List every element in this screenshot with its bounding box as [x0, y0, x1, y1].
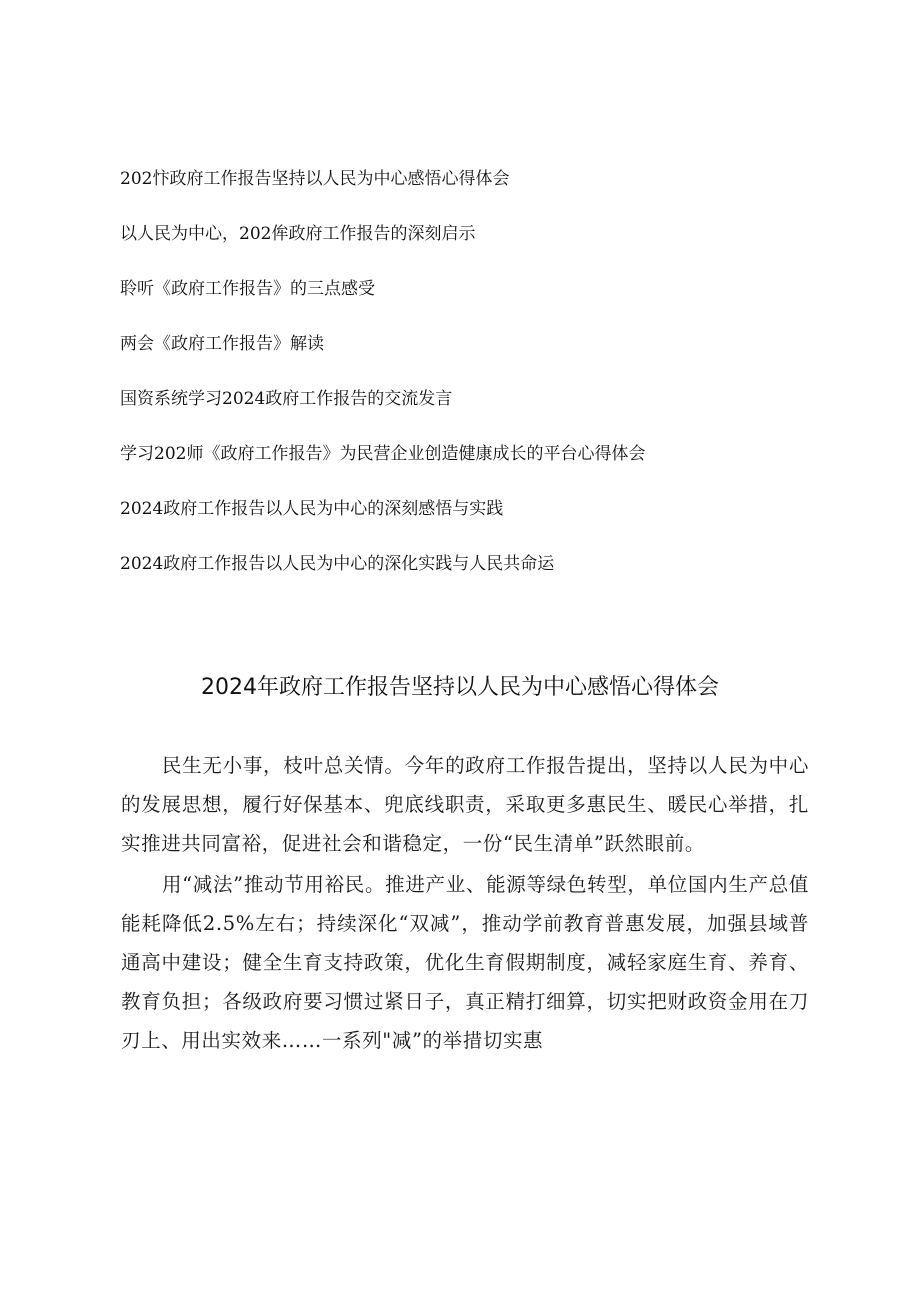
table-of-contents	[120, 164, 820, 604]
toc-item: 2024政府工作报告以人民为中心的深化实践与人民共命运	[120, 554, 555, 574]
toc-item: 以人民为中心，202侔政府工作报告的深刻启示	[120, 224, 476, 244]
toc-item: 聆听《政府工作报告》的三点感受	[120, 279, 375, 299]
toc-item: 国资系统学习2024政府工作报告的交流发言	[120, 389, 453, 409]
article-body	[121, 746, 809, 1062]
article-paragraph: 用“减法”推动节用裕民。推进产业、能源等绿色转型，单位国内生产总值能耗降低2.5%左右；持续深化“双减”，推动学前教育普惠发展，加强县域普通高中建设；健全生育支持政策，优化生育假期制度，减轻家庭生育、养育、教育负担；各级政府要习惯过紧日子，真正精打细算，切实把财政资金用在刀刃上、用出实效来……一系列"减”的举措切实惠	[121, 873, 809, 1052]
toc-item: 2024政府工作报告以人民为中心的深刻感悟与实践	[120, 499, 504, 519]
toc-item: 202忭政府工作报告坚持以人民为中心感悟心得体会	[120, 169, 510, 189]
toc-item: 学习202师《政府工作报告》为民营企业创造健康成长的平台心得体会	[120, 444, 646, 464]
article-paragraph: 民生无小事，枝叶总关情。今年的政府工作报告提出，坚持以人民为中心的发展思想，履行好保基本、兜底线职责，采取更多惠民生、暖民心举措，扎实推进共同富裕，促进社会和谐稳定，一份“民生清单”跃然眼前。	[121, 754, 809, 855]
toc-item: 两会《政府工作报告》解读	[120, 334, 324, 354]
article-title: 2024年政府工作报告坚持以人民为中心感悟心得体会	[201, 675, 719, 700]
